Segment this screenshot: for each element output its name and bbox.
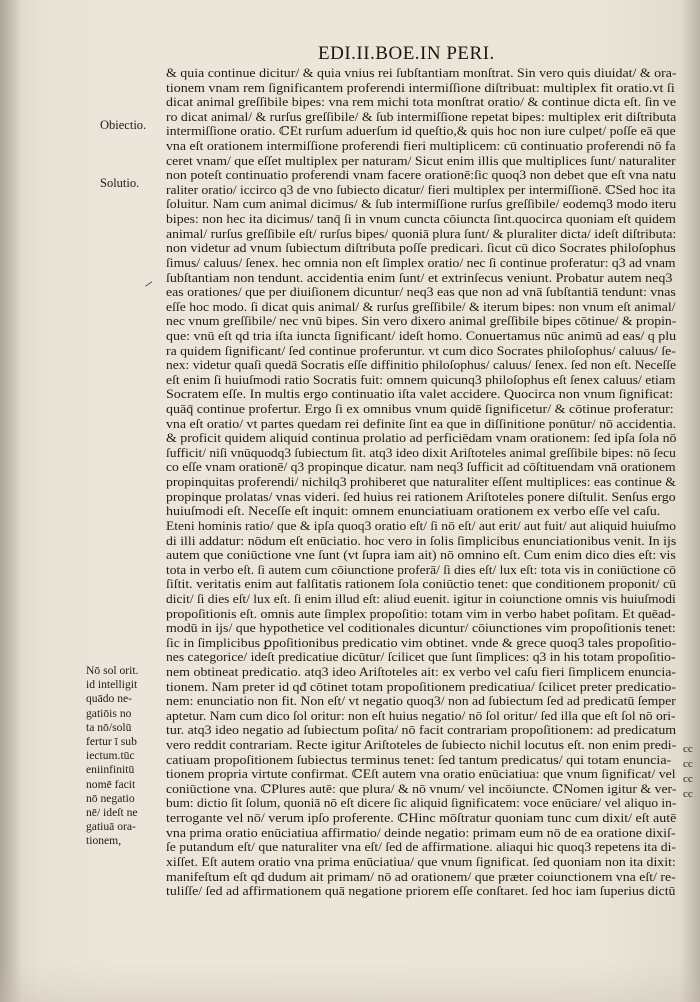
text-line: dicit/ ſi dies eſt/ lux eſt. ſi enim illud eſt: aliud euenit. igitur in coiunctione omnis vis huiuſmodi: [166, 591, 676, 606]
gloss-line: nē/ ideſt ne: [86, 806, 138, 820]
quote-mark: cc: [683, 788, 693, 800]
text-line: ro dicat animal/ & rurſus greſſibile/ & ſub intermiſſione repetat bipes: multiplex erit diſtributa: [166, 109, 677, 124]
text-line: ra quidem ſignificant/ ſed continue proferuntur. vt cum dico Socrates philoſophus/ caluus/ ſe-: [166, 343, 676, 358]
text-line: raliter oratio/ iccirco q3 de vno ſubiecto dicatur/ fieri multiplex per intermiſſionē. ℂSed hoc ita: [166, 182, 676, 197]
text-line: vna eſt orationem intermiſſione proferendi fieri multiplicem: cū continuatio proferendi nō fa: [166, 139, 676, 154]
gloss-line: gatiōis no: [86, 706, 132, 720]
text-line: eſſe hoc modo. ſi dicat quis animal/ & rurſus greſſibile/ & iterum bipes: non vnum eſt animal/: [166, 299, 676, 314]
gloss-line: quādo ne-: [86, 692, 133, 706]
text-line: ſufficit/ niſi vnūquodq3 ſubiectum ſit. atq3 ideo dixit Ariſtoteles animal greſſibile bipes: nō ſecu: [166, 445, 676, 460]
text-line: ſe putandum eſt/ que naturaliter vna eſt/ ſed de affirmatione. aliaqui hic quoq3 repetens ita di-: [166, 840, 676, 855]
text-line: ſic in ſimplicibus ꝑpoſitionibus predicatio vim obtinet. vnde & grece quoq3 tales propoſitio-: [166, 635, 677, 650]
text-line: non poteſt continuatio proferendi vnam facere orationē:ſic quoq3 non debet que eſt vna natu: [166, 168, 677, 183]
gloss-line: iectum.tūc: [86, 749, 135, 763]
gloss-line: gatiuā ora-: [86, 820, 136, 834]
text-line: ceret vnam/ que eſſet multiplex per naturam/ Sicut enim illis que multiplices ſunt/ naturaliter: [166, 153, 676, 168]
text-line: ſiſtit. veritatis enim aut falſitatis rationem ſola coniūctio tenet: que conditionem proponit/ cū: [166, 577, 677, 592]
text-line: vna eſt oratio/ vt partes quedam rei definite ſint ea que in diſſinitione ponūtur/ nō accidentia.: [166, 416, 677, 431]
text-line: propoſitionis eſt. omnis aute ſimplex propoſitio: totam vim in verbo habet poſitam. Et quēad-: [166, 606, 676, 621]
text-line: quāq̄ continue profertur. Ergo ſi ex omnibus vnum quidē ſignificetur/ & cōtinue proferatur:: [166, 402, 674, 417]
margin-gloss: [86, 664, 164, 849]
text-line: ſubſtantiam non tendunt. accidentia enim ſunt/ et extrinſecus veniunt. Probatur autem neq3: [166, 270, 673, 285]
text-line: animal/ rurſus greſſibile eſt/ rurſus bipes/ quoniā plura ſunt/ & pluraliter dicta/ ideſt diſtributa:: [166, 226, 677, 241]
text-line: coniūctione vna. ℂPlures autē: que plura/ & nō vnum/ vel incōiuncte. ℂNomen igitur & ver-: [166, 781, 677, 796]
quote-mark: cc: [683, 743, 693, 755]
text-line: tur. atq3 ideo negatio ad ſubiectum poſita/ nō facit contrariam propoſitionem: ad predicatum: [166, 723, 677, 738]
text-line: Socratem eſſe. In multis ergo continuatio iſta valet accidere. Quocirca non vnum ſignificat:: [166, 387, 674, 402]
text-line: nem obtineat predicatio. atq3 ideo Ariſtoteles ait: ex verbo vel caſu fieri ſimplicem enuncia-: [166, 664, 677, 679]
margin-note-objectio: Obiectio.: [100, 118, 147, 132]
text-line: huiuſmodi eſt. Neceſſe eſt inquit: omnem enunciatiuam orationem ex verbo eſſe vel caſu.: [166, 504, 661, 519]
text-line: eſt enim ſi huiuſmodi ratio Socratis fuit: omnem quicunq3 philoſophus eſt ſenex caluus/ etiam: [166, 372, 676, 387]
gloss-line: Nō sol orit.: [86, 664, 139, 677]
text-line: bipes: non hec ita dicimus/ tanq̄ ſi in vnum cuncta cōiuncta ſint.quocirca quoniam eſt quidem: [166, 212, 676, 227]
text-line: tionem. Nam preter id qđ cōtinet totam propoſitionem predicatiua/ ſcilicet preter predicatio-: [166, 679, 677, 694]
text-line: xiſſet. Eſt autem oratio vna prima enūciatiua/ que vnum ſignificat. ſed quoniam non ita dixit:: [166, 854, 676, 869]
text-line: co eſſe vnam orationē/ q3 propinque dicatur. nam neq3 ſufficit ad cōſtituendam vnā orationem: [166, 460, 676, 475]
text-line: vero reddit contrariam. Recte igitur Ariſtoteles de ſubiecto nichil locutus eſt. non enim predi-: [166, 738, 677, 753]
text-line: tota in verbo eſt. ſi autem cum cōiunctione proferā/ ſi dies eſt/ lux eſt: tota vis in coniūctione cō: [166, 562, 676, 577]
gloss-line: fertur ī sub: [86, 735, 137, 749]
text-line: autem que coniūctione vne ſunt (vt ſupra iam ait) nō omnino eſt. Cum enim dico dies eſt: vis: [166, 548, 676, 563]
text-line: tuliſſe/ ſed ad affirmationem quā negatione priorem eſſe conſtaret. ſed hoc iam ſuperius dictū: [166, 884, 676, 899]
text-line: modū in ijs/ que hypothetice vel coditionales dicuntur/ cōiunctiones vim propoſitionis tenet:: [166, 621, 676, 636]
text-line: nex: videtur quaſi quedā Socratis eſſe diffinitio philoſophus/ caluus/ ſenex. ſed non eſt. Neceſſe: [166, 358, 677, 373]
text-line: propinque prolatas/ vnas videri. ſed huius rei rationem Ariſtoteles ponere diſtulit. Senſus ergo: [166, 489, 676, 504]
gutter-shadow: [0, 0, 22, 1002]
text-line: aptetur. Nam cum dico ſol oritur: non eſt huius negatio/ nō ſol oritur/ ſed illa que eſt ſol nō ori-: [166, 708, 676, 723]
text-line: ſoluitur. Nam cum animal dicimus/ & ſub intermiſſione rurſus greſſibile/ eodemq3 modo iteru: [166, 197, 677, 212]
text-line: & proficit quidem aliquid continua prolatio ad perficiēdam vnam orationem: ſed ipſa ſola nō: [166, 431, 677, 446]
text-line: vna prima oratio enūciatiua affirmatio/ deinde negatio: primam eum nō de ea oratione dixiſ-: [166, 825, 676, 840]
text-line: tionem propria virtute confirmat. ℂEſt autem vna oratio enūciatiua: que vnum ſignificat/ vel: [166, 767, 676, 782]
text-line: & quia continue dicitur/ & quia vnius rei ſubſtantiam monſtrat. Sin vero quis diuidat/ & ora-: [166, 66, 677, 80]
text-line: propinquitas proferendi/ nichilq3 prohiberet que naturaliter eſſent multiplices: eas continue &: [166, 475, 676, 490]
gloss-line: eniinfinitū: [86, 763, 135, 777]
text-line: dicat animal greſſibile bipes: vna rem michi tota monſtrat oratio/ & continue dicta eſt. ſin ve: [166, 95, 677, 110]
text-line: intermiſſione oratio. ℂEt rurſum aduerſum id queſtio,& quis hoc non iure culpet/ poſſe eā que: [166, 124, 676, 139]
gloss-line: id intelligit: [86, 678, 138, 692]
text-line: di illi addatur: nōdum eſt enūciatio. hoc vero in ſolis ſimplicibus enunciationibus venit. In ijs: [166, 533, 677, 548]
quote-mark: cc: [683, 773, 693, 785]
text-line: non videtur ad vnum ſubiectum diſtributa poſſe predicari. ſicut cū dico Socrates philoſophus: [166, 241, 676, 256]
text-line: terrogante vel nō/ verum ipſo proferente. ℂHinc mōſtratur quoniam tunc cum dixit/ eſt autē: [166, 811, 677, 826]
text-line: nem: enunciatio non fit. Non eſt/ vt negatio quoq3/ non ad ſubiectum ſed ad predicatū ſemper: [166, 694, 676, 709]
text-line: tionem vnam rem ſignificantem proferendi intermiſſione diſtribuat: multiplex fit oratio.vt ſi: [166, 80, 675, 95]
running-head: EDI.II.BOE.IN PERI.: [318, 43, 495, 64]
pen-mark: [142, 276, 153, 286]
text-line: nec vnum greſſibile/ nec vnū bipes. Sin vero dixero animal greſſibile bipes cōtinue/ & propin-: [166, 314, 677, 329]
text-line: que: vnū eſt qd tria iſta iuncta ſignificant/ ideſt homo. Conuertamus nūc animū ad eas/ q plu: [166, 328, 677, 343]
text-line: ſimus/ caluus/ ſenex. hec omnia non eſt ſimplex oratio/ nec ſi continue proferatur: q3 ad vnam: [166, 255, 676, 270]
text-line: manifeſtum eſt qđ dudum ait primam/ nō ad orationem/ que præter coiunctionem vna eſt/ re-: [166, 869, 676, 884]
margin-note-solutio: Solutio.: [100, 176, 140, 190]
gloss-line: tionem,: [86, 834, 122, 848]
page-stain: [0, 962, 700, 1002]
body-text: [166, 66, 676, 899]
text-line: bum: dictio ſit ſolum, quoniā nō eſt dicere ſic aliquid ſignificatem: voce enūciare/ vel aliquo in-: [166, 796, 677, 811]
text-line: Eteni hominis ratio/ que & ipſa quoq3 oratio eſt/ ſi nō eſt/ aut erit/ aut fuit/ aut aliquid huiuſmo: [166, 518, 676, 533]
text-line: eas orationes/ que per diuiſionem dicuntur/ neq3 eas que non ad vnā ſubſtantiā tendunt: vnas: [166, 285, 676, 300]
gloss-line: ta nō/solū: [86, 720, 132, 734]
text-line: nes categorice/ ideſt predicatiue dicūtur/ ſcilicet que ſunt ſimplices: q3 in his totam propoſitio-: [166, 650, 676, 665]
quote-mark: cc: [683, 758, 693, 770]
gloss-line: nomē facit: [86, 777, 136, 791]
text-line: catiuam propoſitionem ſubiectus terminus tenet: ſed tantum predicatus/ qui totam enuncia-: [166, 752, 672, 767]
gloss-line: nō negatio: [86, 791, 135, 805]
